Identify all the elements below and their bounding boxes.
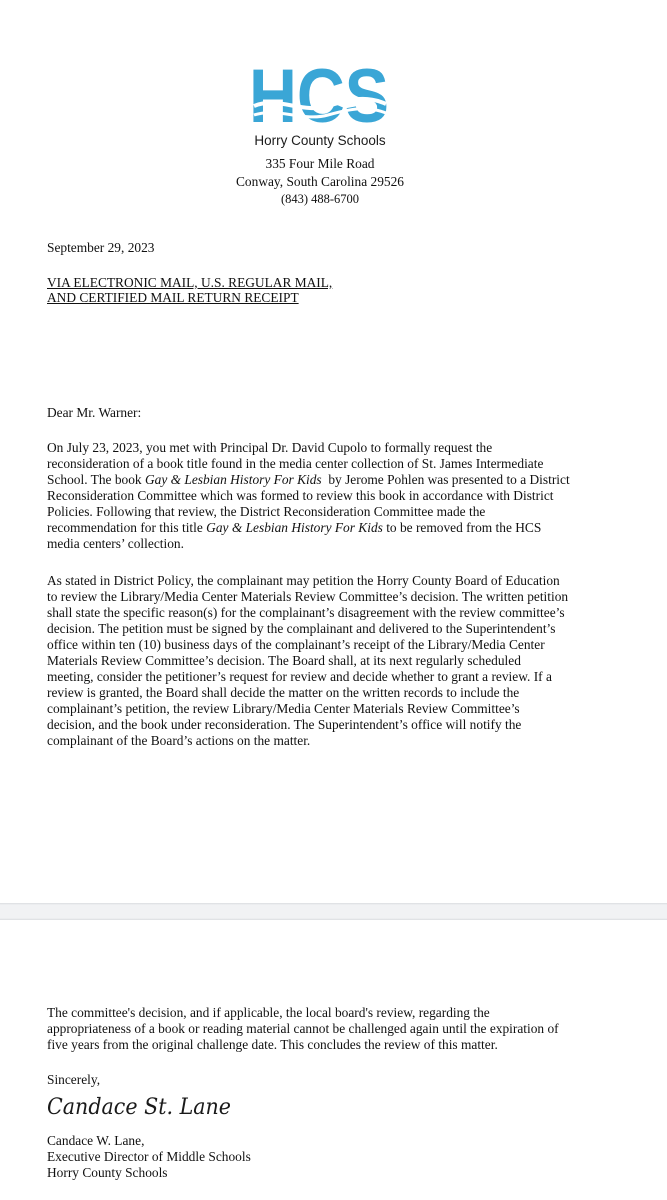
signer-title: Executive Director of Middle Schools	[47, 1149, 251, 1164]
book-title: Gay & Lesbian History For Kids	[144, 472, 322, 487]
address-city: Conway, South Carolina 29526	[236, 174, 404, 189]
salutation: Dear Mr. Warner:	[47, 405, 142, 420]
text-line: to review the Library/Media Center Materials Review Committee’s decision. The written petition	[47, 589, 569, 604]
text-line	[47, 472, 622, 488]
hcs-logo	[248, 62, 390, 134]
org-name: Horry County Schools	[254, 133, 386, 148]
text-line: Materials Review Committee’s decision. The Board shall, at its next regularly scheduled	[47, 653, 521, 668]
signer-block	[47, 1133, 622, 1181]
text-line: office within ten (10) business days of the complainant’s receipt of the Library/Media Center	[47, 637, 545, 652]
logo-letters: HCS	[249, 62, 389, 134]
text-line: As stated in District Policy, the complainant may petition the Horry County Board of Education	[47, 573, 560, 588]
signer-name: Candace W. Lane,	[47, 1133, 145, 1148]
text-line: Reconsideration Committee which was formed to review this book in accordance with District	[47, 488, 554, 503]
text-line: review is granted, the Board shall decide the matter on the written records to include the	[47, 685, 520, 700]
text-segment: by Jerome Pohlen was presented to a District	[321, 472, 570, 487]
text-line	[47, 520, 622, 536]
text-line: media centers’ collection.	[47, 536, 184, 551]
text-line: decision. The petition must be signed by the complainant and delivered to the Superintendent’s	[47, 621, 556, 636]
text-line: reconsideration of a book title found in the media center collection of St. James Intermediate	[47, 456, 544, 471]
delivery-line: VIA ELECTRONIC MAIL, U.S. REGULAR MAIL,	[47, 275, 333, 290]
paragraph-1	[47, 440, 622, 552]
address-street: 335 Four Mile Road	[265, 156, 375, 171]
text-line: meeting, consider the petitioner’s request for review and decide whether to grant a review. If a	[47, 669, 552, 684]
text-line: decision, and the book under reconsideration. The Superintendent’s office will notify the	[47, 717, 522, 732]
text-line: complainant’s petition, the review Library/Media Center Materials Review Committee’s	[47, 701, 520, 716]
address-phone: (843) 488-6700	[280, 192, 360, 206]
signer-org: Horry County Schools	[47, 1165, 168, 1180]
signature-script: Candace St. Lane	[47, 1095, 231, 1120]
text-line: The committee's decision, and if applicable, the local board's review, regarding the	[47, 1005, 490, 1020]
text-line: On July 23, 2023, you met with Principal Dr. David Cupolo to formally request the	[47, 440, 493, 455]
delivery-line: AND CERTIFIED MAIL RETURN RECEIPT	[47, 290, 299, 305]
text-segment: recommendation for this title	[47, 520, 207, 535]
text-segment: School. The book	[47, 472, 145, 487]
signature	[45, 1086, 235, 1126]
letter-page-2	[0, 920, 667, 1200]
text-line: five years from the original challenge date. This concludes the review of this matter.	[47, 1037, 498, 1052]
letter-date: September 29, 2023	[47, 240, 155, 255]
book-title: Gay & Lesbian History For Kids	[206, 520, 383, 535]
paragraph-3	[47, 1005, 622, 1053]
page-separator	[0, 903, 667, 920]
text-line: appropriateness of a book or reading material cannot be challenged again until the expiration of	[47, 1021, 559, 1036]
text-line: Policies. Following that review, the District Reconsideration Committee made the	[47, 504, 486, 519]
delivery-method	[47, 275, 622, 305]
text-line: complainant of the Board’s actions on the matter.	[47, 733, 311, 748]
closing: Sincerely,	[47, 1072, 101, 1087]
paragraph-2	[47, 573, 622, 749]
text-segment: to be removed from the HCS	[382, 520, 542, 535]
text-line: shall state the specific reason(s) for the complainant’s disagreement with the review committee’s	[47, 605, 565, 620]
